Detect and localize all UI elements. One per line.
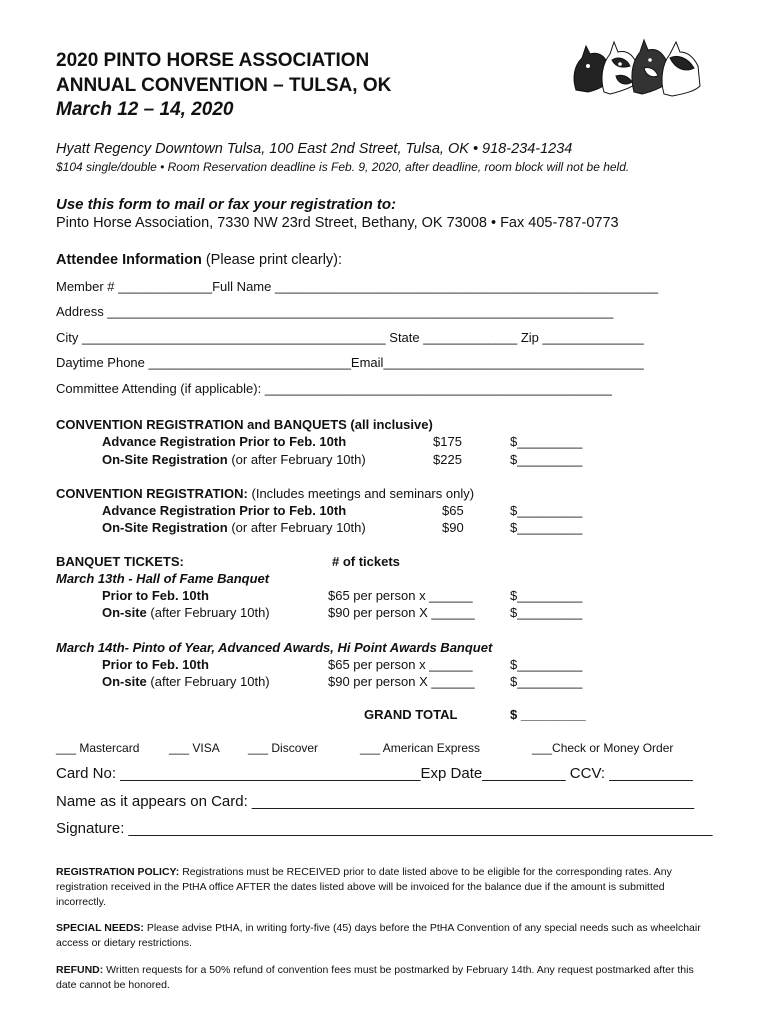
conv-only-onsite-amount[interactable]: $_________ — [510, 520, 583, 535]
special-needs — [56, 921, 716, 951]
horse-heads-logo — [566, 32, 706, 98]
hof-prior-price[interactable]: $65 per person x ______ — [328, 588, 473, 603]
hof-prior-amount[interactable]: $_________ — [510, 588, 583, 603]
address-line[interactable]: Address ______________________________________________________________________ — [56, 304, 614, 319]
event-dates: March 12 – 14, 2020 — [56, 99, 234, 120]
conv-only-advance-label: Advance Registration Prior to Feb. 10th — [102, 503, 347, 518]
registration-policy — [56, 865, 716, 910]
hof-prior-label: Prior to Feb. 10th — [102, 588, 209, 603]
attendee-heading-note: (Please print clearly): — [205, 252, 343, 268]
attendee-heading-label: Attendee Information — [56, 252, 202, 268]
hof-onsite-amount[interactable]: $_________ — [510, 605, 583, 620]
phone-email-line[interactable]: Daytime Phone ____________________________Email____________________________________ — [56, 355, 644, 370]
conv-banquets-onsite-label: On-Site Registration — [102, 452, 228, 467]
mail-heading: Use this form to mail or fax your registration to: — [56, 196, 397, 213]
poy-onsite-label: On-site — [102, 674, 147, 689]
grand-total-label: GRAND TOTAL — [364, 707, 458, 722]
registration-policy-label: REGISTRATION POLICY: — [56, 866, 180, 878]
conv-banquets-onsite-note: (or after February 10th) — [231, 452, 366, 467]
title-line-1: 2020 PINTO HORSE ASSOCIATION — [56, 50, 370, 71]
city-state-zip-line[interactable]: City __________________________________________ State _____________ Zip ______________ — [56, 330, 644, 345]
conv-only-onsite — [102, 520, 366, 535]
banquet-heading: BANQUET TICKETS: — [56, 554, 184, 569]
conv-only-heading-label: CONVENTION REGISTRATION: — [56, 486, 248, 501]
conv-banquets-onsite-amount[interactable]: $_________ — [510, 452, 583, 467]
poy-prior-label: Prior to Feb. 10th — [102, 657, 209, 672]
hotel-info: Hyatt Regency Downtown Tulsa, 100 East 2nd Street, Tulsa, OK • 918-234-1234 — [56, 141, 573, 157]
payment-check[interactable]: ___Check or Money Order — [532, 741, 674, 755]
refund-text: Written requests for a 50% refund of convention fees must be postmarked by February 14th. Any request postmarked after this date cannot be honored. — [56, 964, 694, 991]
conv-banquets-advance-label: Advance Registration Prior to Feb. 10th — [102, 434, 347, 449]
hof-onsite — [102, 605, 270, 620]
poy-onsite — [102, 674, 270, 689]
poy-onsite-amount[interactable]: $_________ — [510, 674, 583, 689]
special-needs-text: Please advise PtHA, in writing forty-five (45) days before the PtHA Convention of any special needs such as wheelchair access or dietary restrictions. — [56, 922, 701, 949]
refund-policy — [56, 963, 716, 993]
poy-banquet-title: March 14th- Pinto of Year, Advanced Awards, Hi Point Awards Banquet — [56, 640, 493, 655]
conv-only-onsite-note: (or after February 10th) — [231, 520, 366, 535]
conv-only-heading — [56, 486, 474, 501]
committee-line[interactable]: Committee Attending (if applicable): ________________________________________________ — [56, 381, 612, 396]
conv-only-onsite-label: On-Site Registration — [102, 520, 228, 535]
poy-onsite-price[interactable]: $90 per person X ______ — [328, 674, 475, 689]
hof-onsite-price[interactable]: $90 per person X ______ — [328, 605, 475, 620]
cardholder-name-line[interactable]: Name as it appears on Card: _____________________________________________________ — [56, 793, 695, 810]
signature-line[interactable]: Signature: ______________________________________________________________________ — [56, 820, 713, 837]
grand-total-amount[interactable]: $ _________ — [510, 707, 586, 722]
poy-onsite-note: (after February 10th) — [150, 674, 270, 689]
hof-onsite-note: (after February 10th) — [150, 605, 270, 620]
mail-address: Pinto Horse Association, 7330 NW 23rd Street, Bethany, OK 73008 • Fax 405-787-0773 — [56, 215, 619, 231]
payment-amex[interactable]: ___ American Express — [360, 741, 481, 755]
card-number-line[interactable]: Card No: ____________________________________Exp Date__________ CCV: __________ — [56, 765, 693, 782]
conv-only-advance-price: $65 — [442, 503, 464, 518]
conv-only-advance-amount[interactable]: $_________ — [510, 503, 583, 518]
payment-discover[interactable]: ___ Discover — [248, 741, 319, 755]
title-line-2: ANNUAL CONVENTION – TULSA, OK — [56, 75, 392, 96]
poy-prior-price[interactable]: $65 per person x ______ — [328, 657, 473, 672]
hof-banquet-title: March 13th - Hall of Fame Banquet — [56, 571, 270, 586]
conv-only-onsite-price: $90 — [442, 520, 464, 535]
conv-banquets-advance-amount[interactable]: $_________ — [510, 434, 583, 449]
conv-banquets-onsite — [102, 452, 366, 467]
conv-only-heading-note: (Includes meetings and seminars only) — [251, 486, 475, 501]
tickets-column-heading: # of tickets — [332, 554, 400, 569]
payment-visa[interactable]: ___ VISA — [169, 741, 220, 755]
registration-policy-text: Registrations must be RECEIVED prior to date listed above to be eligible for the corresponding rates. Any registration received in the PtHA office AFTER the dates listed above will be invoiced for the balance due if the amount is submitted incorrectly. — [56, 866, 672, 908]
refund-label: REFUND: — [56, 964, 104, 976]
payment-mastercard[interactable]: ___ Mastercard — [56, 741, 140, 755]
conv-banquets-advance-price: $175 — [433, 434, 462, 449]
room-rates: $104 single/double • Room Reservation deadline is Feb. 9, 2020, after deadline, room block will not be held. — [56, 160, 630, 174]
special-needs-label: SPECIAL NEEDS: — [56, 922, 144, 934]
poy-prior-amount[interactable]: $_________ — [510, 657, 583, 672]
conv-banquets-heading: CONVENTION REGISTRATION and BANQUETS (all inclusive) — [56, 417, 433, 432]
attendee-heading — [56, 252, 342, 268]
hof-onsite-label: On-site — [102, 605, 147, 620]
conv-banquets-onsite-price: $225 — [433, 452, 462, 467]
member-name-line[interactable]: Member # _____________Full Name _____________________________________________________ — [56, 279, 659, 294]
